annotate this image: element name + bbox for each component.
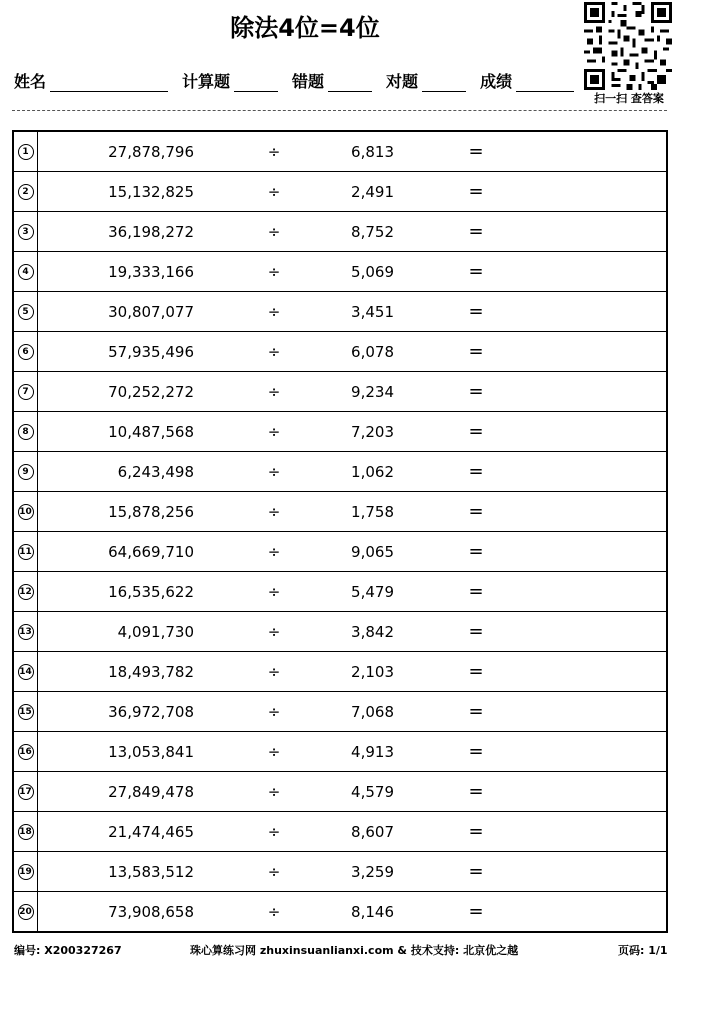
problem-row	[14, 692, 666, 732]
equals-sign: =	[468, 181, 484, 202]
dividend: 70,252,272	[108, 382, 194, 401]
equals-sign: =	[468, 541, 484, 562]
dividend: 57,935,496	[108, 342, 194, 361]
dividend: 27,878,796	[108, 142, 194, 161]
row-number-cell	[14, 612, 38, 651]
row-number-cell	[14, 692, 38, 731]
row-number: 6	[18, 344, 34, 360]
divisor: 5,479	[351, 582, 394, 601]
row-number: 14	[18, 664, 34, 680]
row-number-cell	[14, 652, 38, 691]
equals-sign: =	[468, 141, 484, 162]
equals-sign: =	[468, 461, 484, 482]
divide-sign: ÷	[267, 302, 281, 321]
row-number: 15	[18, 704, 34, 720]
divide-sign: ÷	[267, 222, 281, 241]
divide-sign: ÷	[267, 902, 281, 921]
divide-sign: ÷	[267, 462, 281, 481]
problem-row	[14, 812, 666, 852]
problem-row	[14, 492, 666, 532]
row-number-cell	[14, 732, 38, 771]
divide-sign: ÷	[267, 742, 281, 761]
row-number-cell	[14, 532, 38, 571]
row-number-cell	[14, 492, 38, 531]
problem-row	[14, 172, 666, 212]
divisor: 6,813	[351, 142, 394, 161]
row-number: 9	[18, 464, 34, 480]
problem-row	[14, 412, 666, 452]
row-number-cell	[14, 292, 38, 331]
row-number-cell	[14, 212, 38, 251]
dividend: 15,132,825	[108, 182, 194, 201]
divisor: 5,069	[351, 262, 394, 281]
row-number-cell	[14, 452, 38, 491]
equals-sign: =	[468, 421, 484, 442]
row-number: 12	[18, 584, 34, 600]
row-number: 2	[18, 184, 34, 200]
wrong-label: 错题	[292, 72, 325, 91]
divide-sign: ÷	[267, 862, 281, 881]
dividend: 18,493,782	[108, 662, 194, 681]
row-number-cell	[14, 172, 38, 211]
problem-row	[14, 532, 666, 572]
divisor: 8,752	[351, 222, 394, 241]
problem-row	[14, 372, 666, 412]
equals-sign: =	[468, 221, 484, 242]
divisor: 3,842	[351, 622, 394, 641]
problem-row	[14, 132, 666, 172]
divisor: 7,203	[351, 422, 394, 441]
row-number: 16	[18, 744, 34, 760]
name-blank[interactable]	[50, 71, 168, 92]
row-number: 1	[18, 144, 34, 160]
problem-table	[12, 130, 668, 933]
problem-row	[14, 732, 666, 772]
equals-sign: =	[468, 781, 484, 802]
row-number-cell	[14, 812, 38, 851]
dividend: 16,535,622	[108, 582, 194, 601]
divide-sign: ÷	[267, 702, 281, 721]
dividend: 4,091,730	[117, 622, 194, 641]
wrong-blank[interactable]	[328, 71, 372, 92]
divisor: 3,259	[351, 862, 394, 881]
divisor: 3,451	[351, 302, 394, 321]
problem-row	[14, 212, 666, 252]
equals-sign: =	[468, 901, 484, 922]
divide-sign: ÷	[267, 182, 281, 201]
row-number: 17	[18, 784, 34, 800]
count-blank[interactable]	[234, 71, 278, 92]
divide-sign: ÷	[267, 782, 281, 801]
row-number: 18	[18, 824, 34, 840]
dividend: 30,807,077	[108, 302, 194, 321]
row-number: 13	[18, 624, 34, 640]
footer-site: 珠心算练习网 zhuxinsuanlianxi.com & 技术支持: 北京优之越	[190, 944, 519, 957]
divisor: 9,065	[351, 542, 394, 561]
dividend: 13,053,841	[108, 742, 194, 761]
right-blank[interactable]	[422, 71, 466, 92]
count-label: 计算题	[182, 72, 231, 91]
row-number: 3	[18, 224, 34, 240]
qr-code[interactable]	[584, 2, 672, 90]
divide-sign: ÷	[267, 582, 281, 601]
dividend: 64,669,710	[108, 542, 194, 561]
equals-sign: =	[468, 861, 484, 882]
divisor: 4,913	[351, 742, 394, 761]
row-number-cell	[14, 572, 38, 611]
problem-row	[14, 252, 666, 292]
row-number: 8	[18, 424, 34, 440]
divisor: 1,758	[351, 502, 394, 521]
row-number-cell	[14, 332, 38, 371]
divide-sign: ÷	[267, 382, 281, 401]
equals-sign: =	[468, 381, 484, 402]
row-number-cell	[14, 852, 38, 891]
dividend: 15,878,256	[108, 502, 194, 521]
dividend: 19,333,166	[108, 262, 194, 281]
equals-sign: =	[468, 301, 484, 322]
problem-row	[14, 572, 666, 612]
name-label: 姓名	[14, 72, 47, 91]
divide-sign: ÷	[267, 822, 281, 841]
divisor: 2,103	[351, 662, 394, 681]
right-label: 对题	[386, 72, 419, 91]
footer-code: 编号: X200327267	[14, 944, 122, 957]
problem-row	[14, 292, 666, 332]
equals-sign: =	[468, 501, 484, 522]
divide-sign: ÷	[267, 662, 281, 681]
row-number: 19	[18, 864, 34, 880]
divisor: 9,234	[351, 382, 394, 401]
divide-sign: ÷	[267, 342, 281, 361]
divide-sign: ÷	[267, 422, 281, 441]
equals-sign: =	[468, 821, 484, 842]
footer-page: 页码: 1/1	[618, 944, 668, 957]
row-number-cell	[14, 252, 38, 291]
equals-sign: =	[468, 661, 484, 682]
dividend: 36,972,708	[108, 702, 194, 721]
divisor: 6,078	[351, 342, 394, 361]
divisor: 1,062	[351, 462, 394, 481]
divide-sign: ÷	[267, 262, 281, 281]
problem-row	[14, 652, 666, 692]
divide-sign: ÷	[267, 502, 281, 521]
divisor: 8,146	[351, 902, 394, 921]
score-label: 成绩	[480, 72, 513, 91]
cut-line	[12, 110, 667, 111]
divide-sign: ÷	[267, 542, 281, 561]
problem-row	[14, 772, 666, 812]
dividend: 73,908,658	[108, 902, 194, 921]
row-number-cell	[14, 412, 38, 451]
qr-caption: 扫一扫 查答案	[594, 92, 664, 105]
row-number-cell	[14, 892, 38, 931]
equals-sign: =	[468, 341, 484, 362]
dividend: 10,487,568	[108, 422, 194, 441]
problem-row	[14, 612, 666, 652]
row-number-cell	[14, 772, 38, 811]
row-number: 7	[18, 384, 34, 400]
problem-row	[14, 852, 666, 892]
row-number: 10	[18, 504, 34, 520]
divide-sign: ÷	[267, 622, 281, 641]
equals-sign: =	[468, 261, 484, 282]
divide-sign: ÷	[267, 142, 281, 161]
dividend: 27,849,478	[108, 782, 194, 801]
divisor: 2,491	[351, 182, 394, 201]
student-info-bar	[14, 64, 574, 92]
divisor: 4,579	[351, 782, 394, 801]
dividend: 21,474,465	[108, 822, 194, 841]
dividend: 6,243,498	[117, 462, 194, 481]
equals-sign: =	[468, 741, 484, 762]
row-number: 20	[18, 904, 34, 920]
row-number: 11	[18, 544, 34, 560]
problem-row	[14, 892, 666, 932]
page-title: 除法4位=4位	[230, 14, 380, 42]
row-number: 5	[18, 304, 34, 320]
equals-sign: =	[468, 581, 484, 602]
row-number-cell	[14, 132, 38, 171]
row-number: 4	[18, 264, 34, 280]
problem-row	[14, 332, 666, 372]
divisor: 8,607	[351, 822, 394, 841]
row-number-cell	[14, 372, 38, 411]
dividend: 36,198,272	[108, 222, 194, 241]
equals-sign: =	[468, 621, 484, 642]
equals-sign: =	[468, 701, 484, 722]
dividend: 13,583,512	[108, 862, 194, 881]
divisor: 7,068	[351, 702, 394, 721]
score-blank[interactable]	[516, 71, 574, 92]
problem-row	[14, 452, 666, 492]
